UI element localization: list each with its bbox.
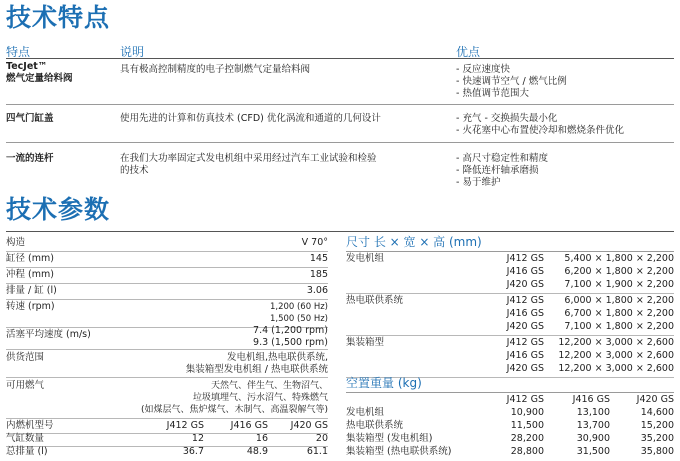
piston-speed-label: 活塞平均速度 (m/s) (6, 329, 91, 340)
engine-model-3: J420 GS (290, 420, 328, 431)
features-title: 技术特点 (6, 3, 111, 32)
engine-model-2: J416 GS (230, 420, 268, 431)
row-rule (6, 142, 674, 143)
dimensions-value: 6,200 × 1,800 × 2,200 (564, 266, 674, 277)
dimensions-title: 尺寸 长 × 宽 × 高 (mm) (346, 235, 482, 249)
weight-model-1: J412 GS (506, 394, 544, 405)
weight-rule (346, 392, 674, 393)
weight-value: 15,200 (640, 420, 674, 431)
weight-row-label: 集装箱型 (发电机组) (346, 433, 433, 444)
dimensions-model: J412 GS (506, 295, 544, 306)
row-line (6, 251, 328, 252)
weight-value: 28,800 (510, 446, 544, 457)
dimensions-model: J420 GS (506, 321, 544, 332)
weight-value: 14,600 (640, 407, 674, 418)
weight-value: 35,200 (640, 433, 674, 444)
stroke-label: 冲程 (mm) (6, 269, 54, 280)
cylinders-2: 16 (255, 433, 268, 444)
weight-row-label: 发电机组 (346, 407, 385, 418)
row-line (6, 283, 328, 284)
dimensions-value: 12,200 × 3,000 × 2,600 (558, 363, 674, 374)
engine-model-label: 内燃机型号 (6, 420, 54, 431)
header-feature: 特点 (6, 45, 31, 59)
scope-values: 发电机组,热电联供系统, 集装箱型发电机组 / 热电联供系统 (185, 352, 328, 375)
cylinders-1: 12 (191, 433, 204, 444)
total-displacement-1: 36.7 (182, 446, 204, 457)
feature-3-name: 一流的连杆 (6, 153, 54, 164)
row-rule (6, 104, 674, 105)
dimensions-model: J420 GS (506, 363, 544, 374)
dimensions-group-name: 发电机组 (346, 253, 385, 264)
dimensions-value: 6,700 × 1,800 × 2,200 (564, 308, 674, 319)
dimensions-model: J416 GS (506, 350, 544, 361)
dimensions-value: 5,400 × 1,800 × 2,200 (564, 253, 674, 264)
dimensions-group-name: 热电联供系统 (346, 295, 404, 306)
weight-model-2: J416 GS (572, 394, 610, 405)
engine-model-1: J412 GS (166, 420, 204, 431)
feature-1-name: TecJet™ 燃气定量给料阀 (6, 61, 73, 84)
dimensions-value: 7,100 × 1,800 × 2,200 (564, 321, 674, 332)
params-title: 技术参数 (6, 195, 111, 224)
header-benefit: 优点 (456, 45, 481, 59)
feature-2-benefits: - 充气 - 交换损失最小化 - 火花塞中心布置使冷却和燃烧条件优化 (456, 113, 624, 136)
weight-title: 空置重量 (kg) (346, 376, 422, 390)
dimensions-value: 6,000 × 1,800 × 2,200 (564, 295, 674, 306)
feature-1-desc: 具有极高控制精度的电子控制燃气定量给料阀 (120, 64, 311, 75)
header-desc: 说明 (120, 45, 145, 59)
displacement-value: 3.06 (306, 285, 328, 296)
fuels-label: 可用燃气 (6, 380, 45, 391)
row-line (6, 418, 328, 419)
dimensions-model: J412 GS (506, 253, 544, 264)
weight-row-label: 集装箱型 (热电联供系统) (346, 446, 452, 457)
dimensions-value: 12,200 × 3,000 × 2,600 (558, 350, 674, 361)
weight-value: 30,900 (576, 433, 610, 444)
stroke-value: 185 (309, 269, 328, 280)
total-displacement-3: 61.1 (306, 446, 328, 457)
feature-3-desc: 在我们大功率固定式发电机组中采用经过汽车工业试验和检验 的技术 (120, 153, 377, 176)
bore-label: 缸径 (mm) (6, 253, 54, 264)
header-rule (6, 58, 674, 59)
dimensions-model: J412 GS (506, 337, 544, 348)
dimensions-value: 12,200 × 3,000 × 2,600 (558, 337, 674, 348)
bore-value: 145 (309, 253, 328, 264)
dimensions-model: J416 GS (506, 266, 544, 277)
row-line (346, 335, 674, 336)
row-line (346, 293, 674, 294)
weight-value: 13,700 (576, 420, 610, 431)
weight-value: 28,200 (510, 433, 544, 444)
feature-3-benefits: - 高尺寸稳定性和精度 - 降低连杆轴承磨损 - 易于维护 (456, 153, 548, 188)
dimensions-value: 7,100 × 1,900 × 2,200 (564, 279, 674, 290)
row-line (6, 299, 328, 300)
row-line (6, 377, 328, 378)
cylinders-3: 20 (315, 433, 328, 444)
dimensions-model: J420 GS (506, 279, 544, 290)
scope-label: 供货范围 (6, 352, 45, 363)
row-line (6, 349, 328, 350)
dimensions-model: J416 GS (506, 308, 544, 319)
dimensions-rule (346, 251, 674, 252)
speed-label: 转速 (rpm) (6, 301, 55, 312)
weight-model-3: J420 GS (636, 394, 674, 405)
weight-value: 10,900 (510, 407, 544, 418)
cylinders-label: 气缸数量 (6, 433, 45, 444)
feature-2-desc: 使用先进的计算和仿真技术 (CFD) 优化涡流和通道的几何设计 (120, 113, 381, 124)
speed-values: 1,200 (60 Hz) 1,500 (50 Hz) (269, 302, 328, 324)
params-rule (6, 231, 674, 232)
weight-value: 11,500 (510, 420, 544, 431)
config-label: 构造 (6, 237, 26, 248)
dimensions-group-name: 集装箱型 (346, 337, 385, 348)
weight-row-label: 热电联供系统 (346, 420, 404, 431)
piston-speed-values: 7.4 (1,200 rpm) 9.3 (1,500 rpm) (253, 325, 328, 348)
feature-1-benefits: - 反应速度快 - 快速调节空气 / 燃气比例 - 热值调节范围大 (456, 64, 567, 99)
weight-value: 13,100 (576, 407, 610, 418)
total-displacement-2: 48.9 (246, 446, 268, 457)
row-line (6, 267, 328, 268)
weight-value: 35,800 (640, 446, 674, 457)
config-value: V 70° (301, 237, 328, 248)
weight-value: 31,500 (576, 446, 610, 457)
displacement-label: 排量 / 缸 (l) (6, 285, 57, 296)
total-displacement-label: 总排量 (l) (6, 446, 48, 457)
feature-2-name: 四气门缸盖 (6, 113, 54, 124)
fuels-values: 天然气、伴生气、生物沼气、 垃圾填埋气、污水沼气、特殊燃气 (如煤层气、焦炉煤气、木制气、高温裂解气等) (140, 381, 328, 415)
